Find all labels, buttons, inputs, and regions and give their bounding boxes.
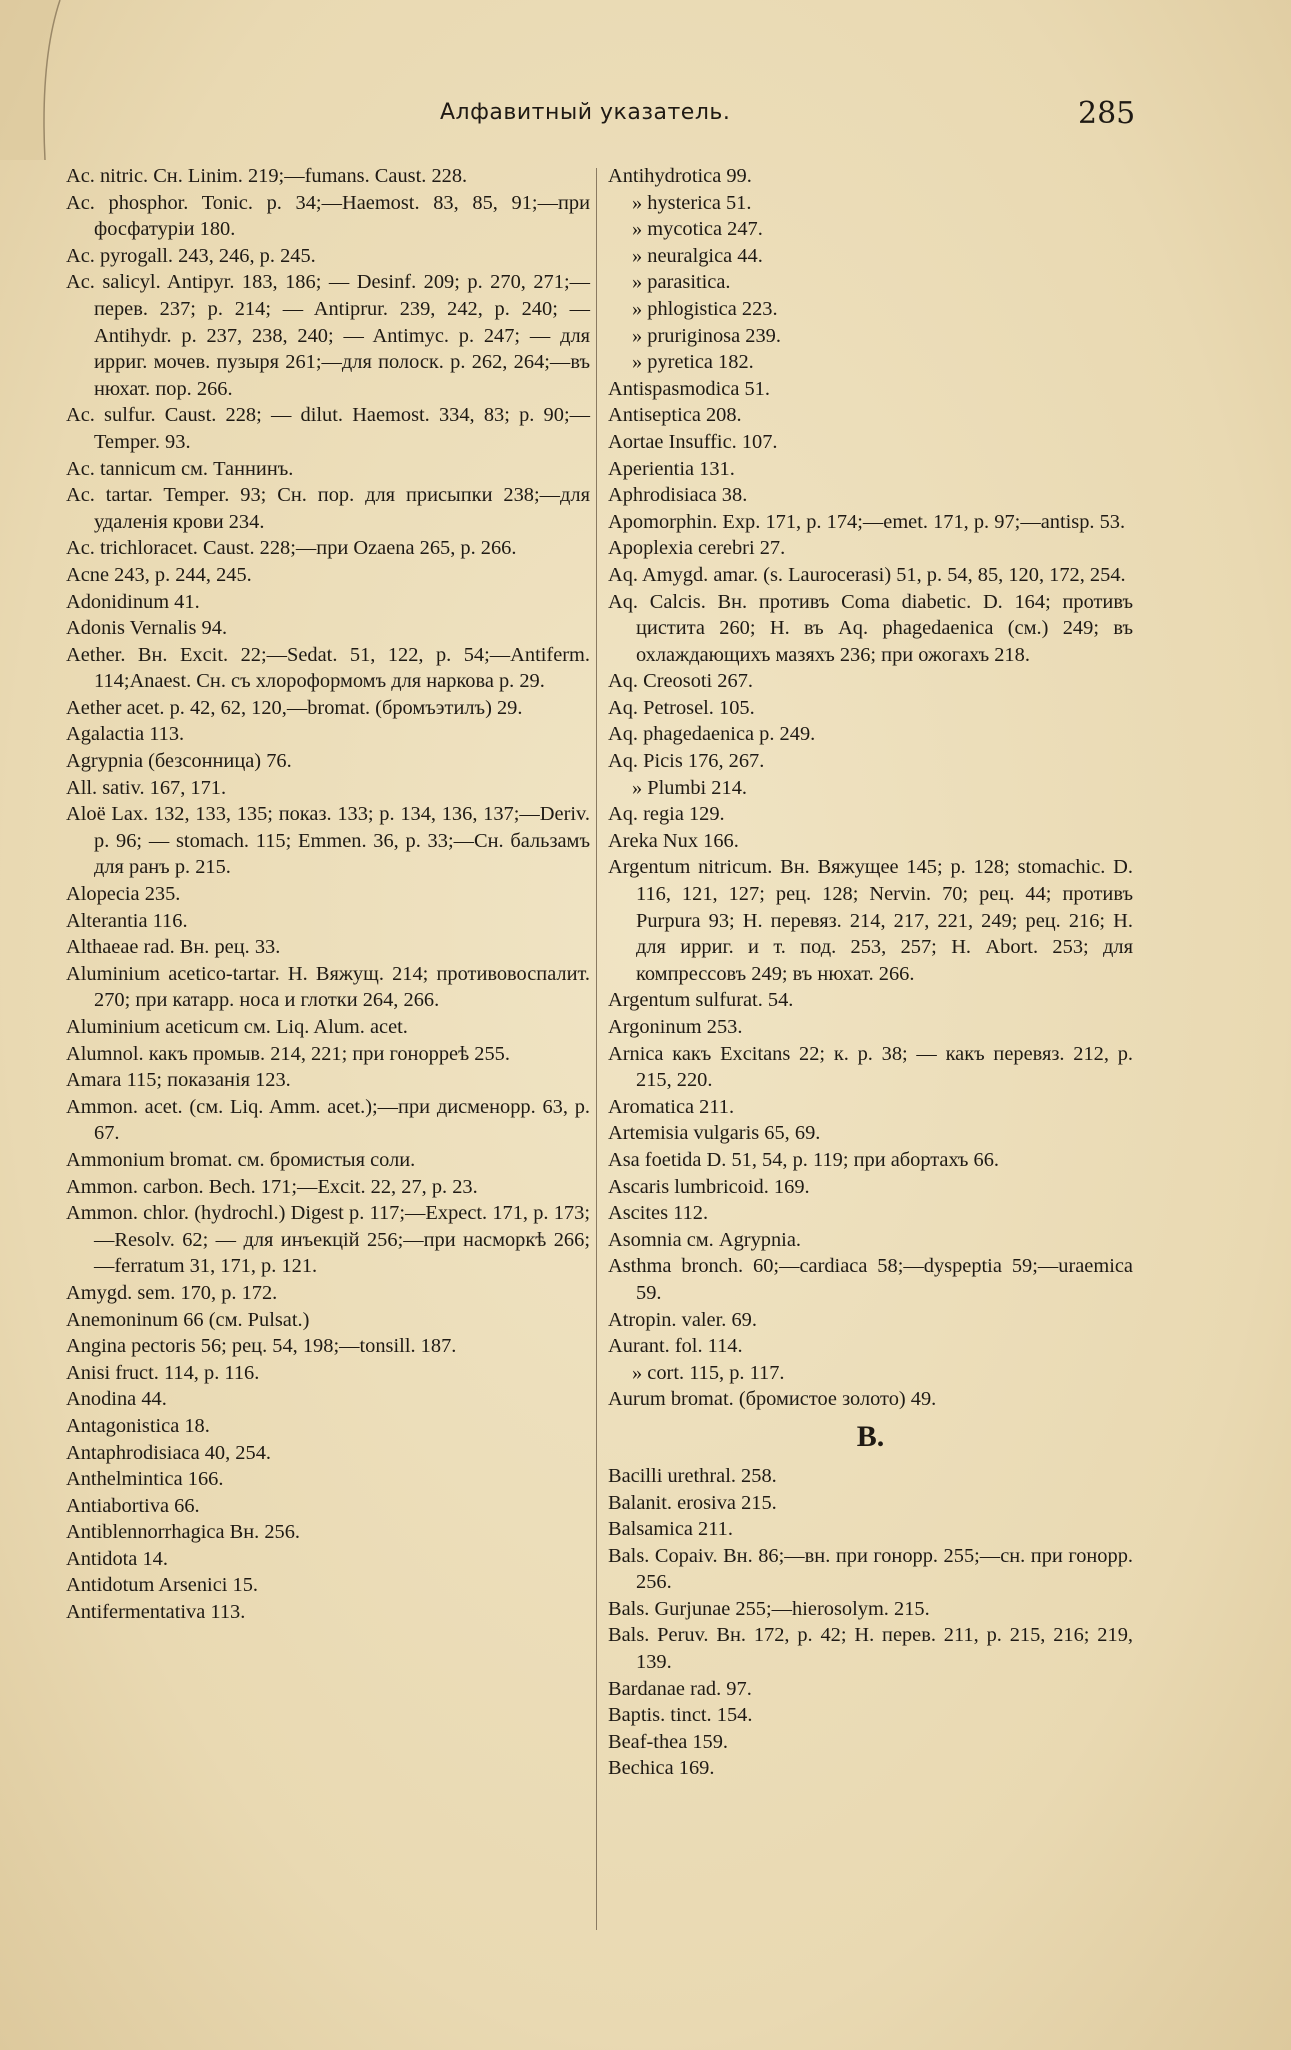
index-entry: Althaeae rad. Вн. рец. 33. [66, 936, 281, 959]
index-entry: Argoninum 253. [608, 1016, 743, 1038]
index-entry: Agrypnia (безсонница) 76. [66, 750, 292, 773]
index-entry: Bechica 169. [608, 1757, 715, 1780]
index-entry: Antispasmodica 51. [608, 377, 770, 400]
index-entry: Aq. regia 129. [608, 803, 725, 826]
index-entry: Aq. phagedaenica p. 249. [608, 723, 816, 746]
index-entry: Acne 243, p. 244, 245. [66, 563, 252, 586]
index-subentry: » Plumbi 214. [632, 776, 747, 799]
column-divider [596, 168, 597, 1930]
index-entry: All. sativ. 167, 171. [66, 776, 227, 799]
index-entry: Antiabortiva 66. [66, 1494, 200, 1517]
index-entry: Balanit. erosiva 215. [608, 1491, 777, 1514]
index-entry: Asomnia см. Agrypnia. [608, 1228, 801, 1251]
index-entry: Adonis Vernalis 94. [66, 617, 228, 640]
index-entry: Aether. Вн. Excit. 22;—Sedat. 51, 122, p. 54;—Antiferm. 114;Anaest. Сн. съ хлороформомъ для наркова p. 29. [66, 643, 590, 693]
index-entry: Aromatica 211. [608, 1095, 735, 1118]
index-entry: Ammonium bromat. см. бромистыя соли. [66, 1148, 416, 1171]
index-entry: Ac. salicyl. Antipyr. 183, 186; — Desinf. 209; p. 270, 271;—перев. 237; p. 214; — Antiprur. 239, 242, p. 240; — Antihydr. p. 237, 238, 240; — Antimyc. p. 247; — для ирриг. мочев. пузыря 261;—для полоск. p. 262, 264;—въ нюхат. пор. 266. [66, 271, 590, 400]
page-header [0, 96, 1291, 140]
index-entry: Bardanae rad. 97. [608, 1677, 752, 1700]
index-entry: Antiblennorrhagica Вн. 256. [66, 1521, 301, 1544]
index-entry: Bals. Gurjunae 255;—hierosolym. 215. [608, 1597, 930, 1620]
index-entry: Argentum nitricum. Вн. Вяжущее 145; p. 128; stomachic. D. 116, 121, 127; рец. 128; Nervin. 70; рец. 44; противъ Purpura 93; Н. перевяз. 214, 217, 221, 249; рец. 216; Н. для ирриг. и т. под. 253, 257; Н. Abort. 253; для компрессовъ 249; въ нюхат. 266. [608, 856, 1133, 985]
index-entry: Anemoninum 66 (см. Pulsat.) [66, 1308, 310, 1331]
index-entry: Aq. Amygd. amar. (s. Laurocerasi) 51, p. 54, 85, 120, 172, 254. [608, 563, 1126, 586]
index-entry: Antihydrotica 99. [608, 165, 752, 187]
index-subentry: » mycotica 247. [632, 218, 763, 241]
index-entry: Aluminium aceticum см. Liq. Alum. acet. [66, 1016, 408, 1038]
index-entry: Aq. Picis 176, 267. [608, 750, 765, 773]
index-entry: Artemisia vulgaris 65, 69. [608, 1122, 821, 1145]
index-entry: Amara 115; показанія 123. [66, 1069, 291, 1092]
index-entry: Balsamica 211. [608, 1518, 733, 1541]
index-entry: Alterantia 116. [66, 909, 188, 932]
index-entry: Alopecia 235. [66, 883, 181, 906]
index-entry: Aperientia 131. [608, 457, 735, 480]
index-entry: Ac. pyrogall. 243, 246, p. 245. [66, 244, 316, 267]
index-entry: Aluminium acetico-tartar. Н. Вяжущ. 214; противовоспалит. 270; при катарр. носа и глотки 264, 266. [66, 962, 590, 1012]
index-entry: Aq. Calcis. Вн. противъ Coma diabetic. D. 164; противъ цистита 260; Н. въ Aq. phagedaenica (см.) 249; въ охлаждающихъ мазяхъ 236; при ожогахъ 218. [608, 590, 1133, 666]
index-entry: Antagonistica 18. [66, 1414, 210, 1437]
index-entry: Aurant. fol. 114. [608, 1335, 743, 1358]
index-entry: Antidota 14. [66, 1547, 168, 1570]
index-subentry: » hysterica 51. [632, 191, 752, 214]
index-subentry: » parasitica. [632, 271, 731, 294]
index-entry: Aq. Petrosel. 105. [608, 696, 755, 719]
index-entry: Ammon. carbon. Bech. 171;—Excit. 22, 27, p. 23. [66, 1175, 478, 1198]
index-entry: Anthelmintica 166. [66, 1468, 224, 1491]
index-entry: Ammon. acet. (см. Liq. Amm. acet.);—при дисменорр. 63, p. 67. [66, 1095, 590, 1145]
index-subentry: » phlogistica 223. [632, 297, 778, 320]
index-entry: Arnica какъ Excitans 22; к. p. 38; — какъ перевяз. 212, p. 215, 220. [608, 1042, 1133, 1092]
index-entry: Aortae Insuffic. 107. [608, 430, 778, 453]
index-entry: Bacilli urethral. 258. [608, 1464, 777, 1487]
index-entry: Ac. tartar. Temper. 93; Сн. пор. для присыпки 238;—для удаленія крови 234. [66, 484, 590, 533]
index-entry: Ac. tannicum см. Таннинъ. [66, 457, 294, 480]
index-entry: Argentum sulfurat. 54. [608, 989, 794, 1012]
index-entry: Antaphrodisiaca 40, 254. [66, 1441, 271, 1464]
index-entry: Apomorphin. Exp. 171, p. 174;—emet. 171, p. 97;—antisp. 53. [608, 510, 1126, 533]
index-entry: Angina pectoris 56; рец. 54, 198;—tonsill. 187. [66, 1335, 457, 1358]
index-entry: Aq. Creosoti 267. [608, 670, 753, 693]
index-entry: Aether acet. p. 42, 62, 120,—bromat. (бромъэтилъ) 29. [66, 696, 523, 719]
index-entry: Anodina 44. [66, 1388, 167, 1411]
index-entry: Areka Nux 166. [608, 829, 739, 852]
index-entry: Bals. Peruv. Вн. 172, p. 42; Н. перев. 211, p. 215, 216; 219, 139. [608, 1624, 1133, 1674]
index-entry: Atropin. valer. 69. [608, 1308, 757, 1331]
running-title: Алфавитный указатель. [440, 100, 731, 125]
index-entry: Alumnol. какъ промыв. 214, 221; при гонорреѣ 255. [66, 1042, 510, 1065]
index-entry: Agalactia 113. [66, 723, 185, 746]
index-entry: Antidotum Arsenici 15. [66, 1574, 258, 1597]
index-entry: Baptis. tinct. 154. [608, 1704, 753, 1727]
index-entry: Aloë Lax. 132, 133, 135; показ. 133; p. 134, 136, 137;—Deriv. p. 96; — stomach. 115; Emmen. 36, p. 33;—Сн. бальзамъ для ранъ p. 215. [66, 803, 590, 879]
index-entry: Bals. Copaiv. Вн. 86;—вн. при гонорр. 255;—сн. при гонорр. 256. [608, 1544, 1133, 1594]
index-subentry: » cort. 115, p. 117. [632, 1361, 785, 1384]
page-number: 285 [1078, 96, 1136, 131]
index-subentry: » neuralgica 44. [632, 244, 763, 267]
right-index-column [608, 163, 1133, 1782]
index-entry: Ac. phosphor. Tonic. p. 34;—Haemost. 83, 85, 91;—при фосфатуріи 180. [66, 191, 590, 241]
index-entry: Ac. nitric. Сн. Linim. 219;—fumans. Caust. 228. [66, 165, 468, 187]
index-subentry: » pyretica 182. [632, 351, 754, 374]
index-entry: Ammon. chlor. (hydrochl.) Digest p. 117;—Expect. 171, p. 173;—Resolv. 62; — для инъекцій 256;—при насморкѣ 266;—ferratum 31, 171, p. 121. [66, 1202, 590, 1278]
index-subentry: » pruriginosa 239. [632, 324, 781, 347]
index-entry: Ac. trichloracet. Caust. 228;—при Ozaena 265, p. 266. [66, 537, 517, 560]
index-entry: Aurum bromat. (бромистое золото) 49. [608, 1388, 937, 1411]
index-entry: Adonidinum 41. [66, 590, 200, 613]
index-entry: Anisi fruct. 114, p. 116. [66, 1361, 260, 1384]
index-entry: Ascaris lumbricoid. 169. [608, 1175, 810, 1198]
index-entry: Asa foetida D. 51, 54, p. 119; при абортахъ 66. [608, 1148, 1000, 1171]
index-entry: Beaf-thea 159. [608, 1730, 729, 1753]
left-index-column [66, 163, 590, 1626]
index-entry: Antifermentativa 113. [66, 1601, 246, 1624]
index-entry: Aphrodisiaca 38. [608, 484, 748, 507]
index-entry: Ac. sulfur. Caust. 228; — dilut. Haemost. 334, 83; p. 90;—Temper. 93. [66, 404, 590, 453]
index-entry: Amygd. sem. 170, p. 172. [66, 1281, 278, 1304]
index-entry: Apoplexia cerebri 27. [608, 537, 786, 560]
index-entry: Asthma bronch. 60;—cardiaca 58;—dyspeptia 59;—uraemica 59. [608, 1255, 1133, 1304]
section-letter-heading: B. [856, 1419, 885, 1453]
index-entry: Antiseptica 208. [608, 404, 742, 427]
index-entry: Ascites 112. [608, 1202, 709, 1225]
